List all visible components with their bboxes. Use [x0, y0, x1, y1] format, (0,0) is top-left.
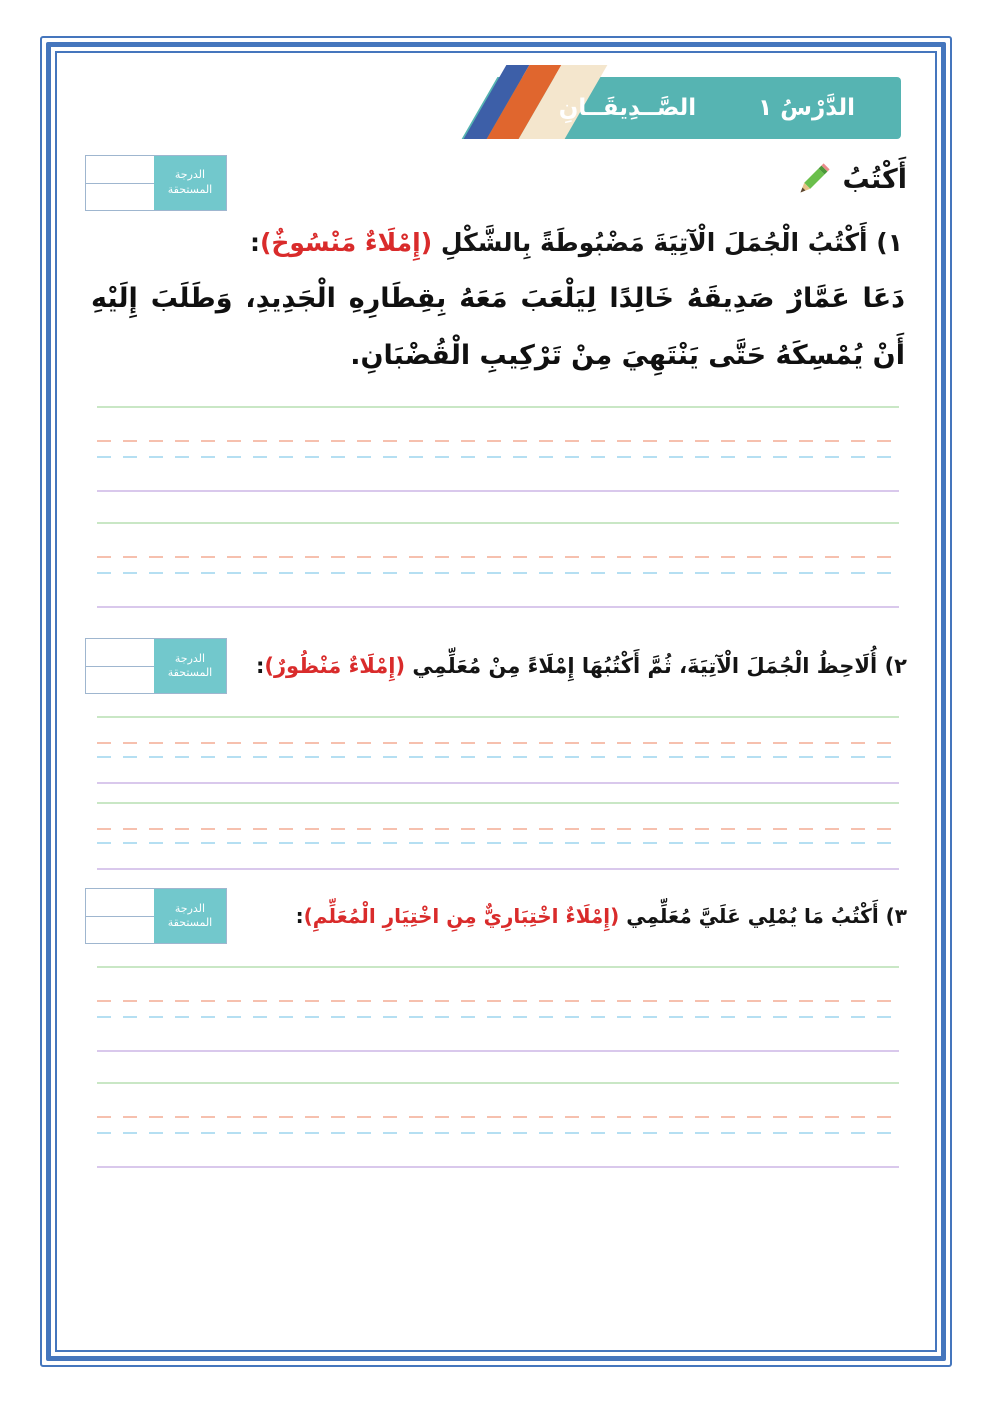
- dictation-passage: دَعَا عَمَّارٌ صَدِيقَهُ خَالِدًا لِيَلْعَبَ مَعَهُ بِقِطَارِهِ الْجَدِيدِ، وَطَلَبَ إِلَيْهِ أَنْ يُمْسِكَهُ حَتَّى يَنْتَهِيَ مِنْ تَرْكِيبِ الْقُضْبَانِ.: [91, 283, 905, 371]
- score-box-label: [154, 156, 226, 210]
- intro-row: [85, 155, 907, 211]
- writing-line-dashed: [97, 756, 899, 758]
- writing-line-solid: [97, 782, 899, 784]
- writing-line-solid: [97, 716, 899, 718]
- writing-line-solid: [97, 966, 899, 968]
- score-label-line2: المستحقة: [167, 666, 213, 680]
- writing-line-group: [97, 966, 899, 1052]
- score-label-line1: الدرجة: [174, 901, 206, 915]
- score-label-line2: المستحقة: [167, 916, 213, 930]
- writing-line-dashed: [97, 1000, 899, 1002]
- writing-line-solid: [97, 1050, 899, 1052]
- writing-line-group: [97, 1082, 899, 1168]
- score-label-line2: المستحقة: [167, 183, 213, 196]
- score-label-line1: الدرجة: [174, 651, 206, 665]
- score-box-label: [154, 639, 226, 693]
- score-label-line1: الدرجة: [174, 168, 206, 182]
- task3-colon: :: [295, 904, 304, 929]
- score-cell[interactable]: [86, 889, 154, 917]
- write-heading-label: أَكْتُبُ: [842, 163, 907, 195]
- task2-prompt: [256, 650, 907, 684]
- writing-area-task2[interactable]: [97, 716, 899, 870]
- task1-colon: :: [249, 228, 260, 257]
- score-cells: [86, 156, 154, 210]
- writing-line-solid: [97, 1082, 899, 1084]
- write-heading: [796, 161, 907, 197]
- pencil-icon: [796, 161, 832, 197]
- writing-line-dashed: [97, 1132, 899, 1134]
- score-cells: [86, 639, 154, 693]
- writing-line-dashed: [97, 1116, 899, 1118]
- task3-row: [85, 888, 907, 944]
- writing-area-task1[interactable]: [97, 406, 899, 608]
- score-cell[interactable]: [86, 156, 154, 184]
- score-cell[interactable]: [86, 917, 154, 944]
- score-box: [85, 638, 227, 694]
- lesson-header: [85, 65, 907, 151]
- score-cell[interactable]: [86, 639, 154, 667]
- writing-line-dashed: [97, 572, 899, 574]
- page-border-outer: [40, 36, 952, 1367]
- writing-line-group: [97, 802, 899, 870]
- writing-line-group: [97, 522, 899, 608]
- score-cell[interactable]: [86, 667, 154, 694]
- lesson-number-label: الدَّرْسُ ١: [758, 95, 855, 121]
- task1-highlight: (إِمْلَاءٌ مَنْسُوخٌ): [259, 228, 433, 257]
- task1-prompt: [85, 223, 903, 263]
- task2-highlight: (إِمْلَاءٌ مَنْظُورٌ): [264, 653, 406, 678]
- writing-line-solid: [97, 490, 899, 492]
- score-box: [85, 155, 227, 211]
- task2-text: أُلَاحِظُ الْجُمَلَ الْآتِيَةَ، ثُمَّ أَكْتُبُهَا إِمْلَاءً مِنْ مُعَلِّمِي: [412, 653, 878, 678]
- score-box: [85, 888, 227, 944]
- score-cell[interactable]: [86, 184, 154, 211]
- writing-line-solid: [97, 522, 899, 524]
- writing-line-group: [97, 406, 899, 492]
- writing-line-group: [97, 716, 899, 784]
- task3-number: ٣): [885, 904, 907, 929]
- task2-number: ٢): [884, 653, 907, 678]
- writing-line-solid: [97, 868, 899, 870]
- writing-line-solid: [97, 802, 899, 804]
- task3-highlight: (إِمْلَاءٌ اخْتِبَارِيٌّ مِنِ اخْتِيَارِ الْمُعَلِّمِ): [303, 904, 620, 929]
- writing-line-dashed: [97, 556, 899, 558]
- writing-line-dashed: [97, 828, 899, 830]
- writing-line-dashed: [97, 742, 899, 744]
- writing-line-dashed: [97, 456, 899, 458]
- task2-row: [85, 638, 907, 694]
- writing-line-dashed: [97, 1016, 899, 1018]
- page-content: [57, 53, 935, 1350]
- task1-number: ١): [876, 228, 903, 257]
- page-border-inner: [55, 51, 937, 1352]
- writing-line-solid: [97, 406, 899, 408]
- score-cells: [86, 889, 154, 943]
- writing-line-solid: [97, 606, 899, 608]
- score-box-label: [154, 889, 226, 943]
- task3-prompt: [296, 900, 907, 932]
- writing-line-dashed: [97, 842, 899, 844]
- lesson-title-band: [401, 77, 901, 139]
- task1-text: أَكْتُبُ الْجُمَلَ الْآتِيَةَ مَضْبُوطَةً بِالشَّكْلِ: [440, 228, 868, 257]
- writing-line-dashed: [97, 440, 899, 442]
- writing-line-solid: [97, 1166, 899, 1168]
- page-border-middle: [46, 42, 946, 1361]
- writing-area-task3[interactable]: [97, 966, 899, 1168]
- task3-text: أَكْتُبُ مَا يُمْلِي عَلَيَّ مُعَلِّمِي: [626, 904, 879, 929]
- task2-colon: :: [255, 653, 265, 678]
- lesson-title: الصَّــدِيقَــانِ: [558, 95, 697, 121]
